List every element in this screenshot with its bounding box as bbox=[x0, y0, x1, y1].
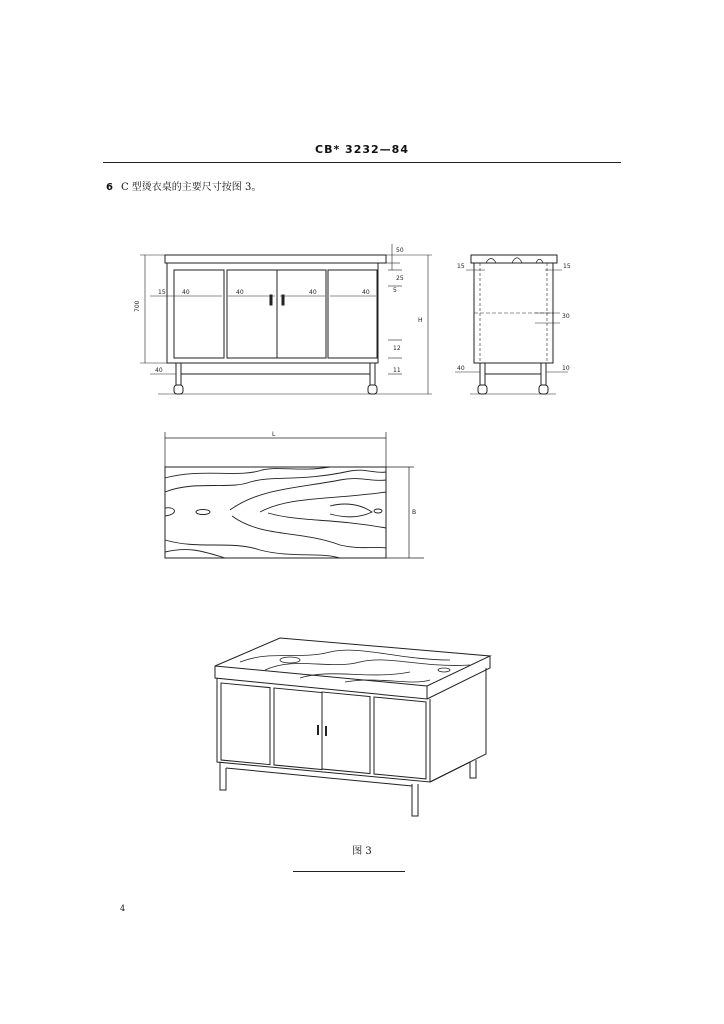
dimension-labels bbox=[134, 247, 571, 516]
dim-40-c: 40 bbox=[309, 289, 317, 296]
dim-L: L bbox=[272, 431, 276, 438]
front-handle-left bbox=[270, 295, 272, 305]
front-caster-right bbox=[368, 385, 377, 394]
side-leg-left bbox=[480, 363, 485, 385]
front-cabinet-body bbox=[167, 263, 378, 363]
dim-50: 50 bbox=[396, 247, 404, 254]
iso-door-3 bbox=[322, 692, 370, 774]
dim-B: B bbox=[412, 509, 417, 516]
front-top-board bbox=[165, 255, 386, 263]
dim-40-b: 40 bbox=[236, 289, 244, 296]
end-rule bbox=[293, 871, 405, 872]
wood-grain bbox=[165, 467, 386, 558]
dim-5: 5 bbox=[393, 287, 397, 294]
isometric-view bbox=[215, 638, 490, 816]
front-door-left bbox=[174, 270, 224, 358]
clause-number: 6 bbox=[106, 182, 113, 193]
dim-side-30: 30 bbox=[562, 313, 570, 320]
iso-door-4 bbox=[374, 697, 426, 779]
iso-top-surface bbox=[215, 638, 490, 686]
iso-door-2 bbox=[274, 688, 322, 770]
front-door-right bbox=[328, 270, 377, 358]
front-leg-left bbox=[176, 363, 181, 385]
front-view bbox=[140, 244, 432, 394]
front-leg-right bbox=[370, 363, 375, 385]
figure-caption: 图 3 bbox=[352, 846, 372, 857]
dim-12: 12 bbox=[393, 345, 401, 352]
dim-40-d: 40 bbox=[362, 289, 370, 296]
front-door-center-right bbox=[277, 270, 326, 358]
front-caster-left bbox=[174, 385, 183, 394]
front-door-center-left bbox=[227, 270, 277, 358]
dim-25: 25 bbox=[396, 275, 404, 282]
dim-700: 700 bbox=[134, 300, 141, 312]
side-leg-right bbox=[541, 363, 546, 385]
front-handle-right bbox=[282, 295, 284, 305]
clause-text: C 型烫衣桌的主要尺寸按图 3。 bbox=[120, 182, 262, 193]
dim-side-10: 10 bbox=[562, 365, 570, 372]
document-header: CB* 3232—84 bbox=[315, 143, 409, 156]
dim-15: 15 bbox=[158, 289, 166, 296]
iso-door-1 bbox=[221, 683, 270, 765]
dim-side-15-right: 15 bbox=[563, 263, 571, 270]
side-view bbox=[455, 255, 568, 394]
dim-40-e: 40 bbox=[155, 367, 163, 374]
dim-H: H bbox=[418, 317, 423, 324]
dim-side-15-left: 15 bbox=[457, 263, 465, 270]
top-view bbox=[165, 432, 424, 558]
dim-40-a: 40 bbox=[182, 289, 190, 296]
dim-11: 11 bbox=[393, 367, 401, 374]
dim-side-40: 40 bbox=[457, 365, 465, 372]
page-number: 4 bbox=[120, 904, 126, 913]
